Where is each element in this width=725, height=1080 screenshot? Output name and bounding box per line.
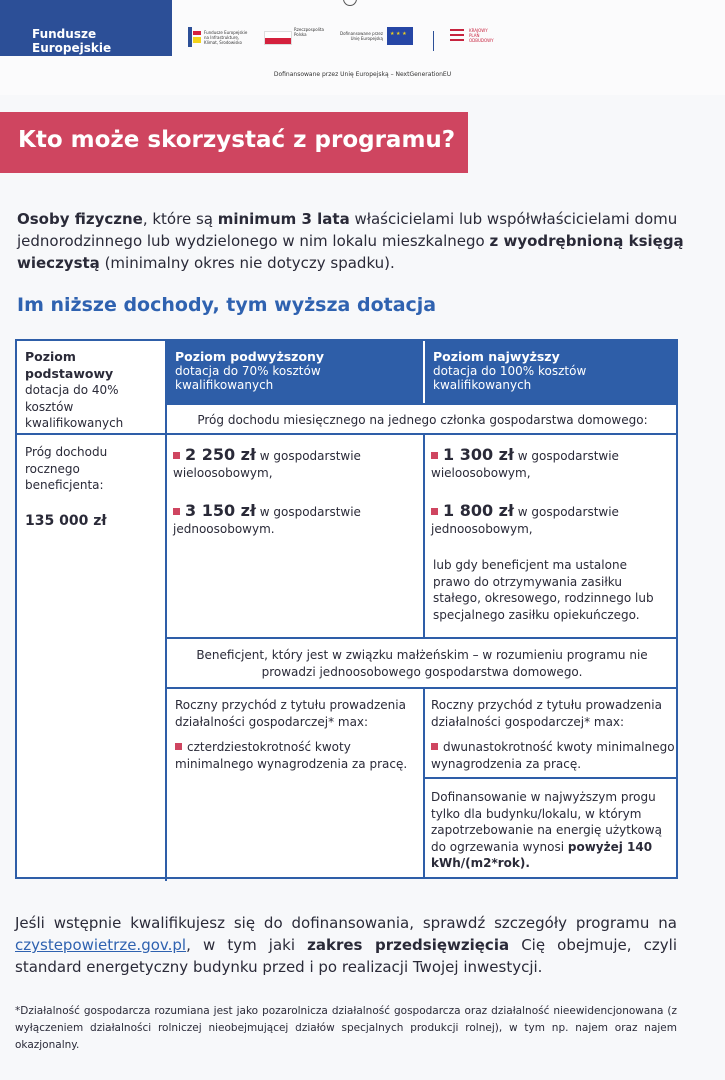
energy-bold: powyżej 140 kWh/(m2*rok). bbox=[431, 839, 653, 870]
col3-subtitle: dotacja do 100% kosztów kwalifikowanych bbox=[433, 364, 587, 392]
partner-logos bbox=[188, 27, 518, 57]
logo-divider bbox=[433, 31, 434, 51]
col3-header bbox=[425, 341, 678, 403]
kpo-logo bbox=[450, 27, 494, 43]
logo4-line1: KRAJOWY bbox=[469, 27, 488, 33]
intro-paragraph bbox=[17, 208, 687, 274]
eu-cofund-logo bbox=[340, 27, 413, 45]
intro-bold-2: minimum 3 lata bbox=[217, 210, 350, 228]
col3-extra-condition: lub gdy beneficjent ma ustalone prawo do otrzymywania zasiłku stałego, okresowego, rodzinnego lub specjalnego zasiłku opiekuńczego. bbox=[433, 558, 654, 622]
footnote: *Działalność gospodarcza rozumiana jest jako pozarolnicza działalność gospodarcza oraz działalność nieewidencjonowana (z wyłączeniem działalności rolniczej nieobejmującej działów specjalnych produkcji rolnej), w tym np. najem oraz najem okazjonalny. bbox=[15, 1005, 677, 1051]
outro-text-2: , w tym jaki bbox=[186, 936, 308, 954]
eu-flag-icon bbox=[387, 27, 413, 45]
col2-threshold-single bbox=[173, 503, 403, 537]
col2-subtitle: dotacja do 70% kosztów kwalifikowanych bbox=[175, 364, 321, 392]
col3-threshold-multi bbox=[431, 447, 653, 481]
col2-business-item bbox=[175, 739, 419, 772]
col3-business-label: Roczny przychód z tytułu prowadzenia działalności gospodarczej* max: bbox=[431, 698, 662, 729]
col3-text-multi: w gospodarstwie wieloosobowym, bbox=[431, 449, 619, 480]
annual-threshold-label: Próg dochodu rocznego beneficjenta: bbox=[25, 445, 108, 492]
col3-business-text: dwunastokrotność kwoty minimalnego wynagrodzenia za pracę. bbox=[431, 740, 675, 771]
logo1-line2: na Infrastrukturę, bbox=[204, 34, 240, 40]
program-website-link[interactable]: czystepowietrze.gov.pl bbox=[15, 936, 187, 954]
page-title: Kto może skorzystać z programu? bbox=[18, 127, 456, 153]
table-divider bbox=[423, 777, 678, 779]
fundusze-europejskie-logo bbox=[0, 0, 172, 56]
bullet-icon bbox=[173, 452, 180, 459]
feniks-logo bbox=[188, 27, 247, 47]
cofunded-note: Dofinansowane przez Unię Europejską – NextGenerationEU bbox=[273, 71, 452, 78]
col1-header bbox=[25, 349, 165, 432]
intro-bold-3: z wyodrębnioną księgą wieczystą bbox=[17, 232, 684, 272]
logo4-line2: PLAN bbox=[469, 32, 480, 38]
col2-amount-multi: 2 250 zł bbox=[185, 445, 256, 464]
bullet-icon bbox=[175, 743, 182, 750]
col3-energy-condition bbox=[431, 789, 667, 872]
col3-title: Poziom najwyższy bbox=[433, 349, 560, 364]
intro-bold-1: Osoby fizyczne bbox=[17, 210, 143, 228]
col2-text-multi: w gospodarstwie wieloosobowym, bbox=[173, 449, 361, 480]
col3-business-item bbox=[431, 739, 675, 772]
bullet-icon bbox=[431, 452, 438, 459]
section-heading: Im niższe dochody, tym wyższa dotacja bbox=[17, 294, 437, 316]
outro-paragraph bbox=[15, 912, 677, 978]
col1-title: Poziom podstawowy bbox=[25, 349, 114, 381]
intro-text-3: (minimalny okres nie dotyczy spadku). bbox=[99, 254, 395, 272]
col2-business-label: Roczny przychód z tytułu prowadzenia działalności gospodarczej* max: bbox=[175, 698, 406, 729]
bullet-icon bbox=[173, 508, 180, 515]
kpo-mark-icon bbox=[450, 27, 466, 43]
table-divider bbox=[167, 637, 678, 639]
bullet-icon bbox=[431, 508, 438, 515]
col2-header bbox=[167, 341, 423, 403]
col3-amount-single: 1 800 zł bbox=[443, 501, 514, 520]
header-bar bbox=[0, 0, 725, 95]
table-divider bbox=[423, 433, 425, 637]
eligibility-table bbox=[15, 339, 678, 879]
col1-subtitle: dotacja do 40% kosztów kwalifikowanych bbox=[25, 383, 124, 430]
logo2-line1: Rzeczpospolita bbox=[294, 27, 324, 32]
table-divider bbox=[17, 433, 678, 435]
married-note: Beneficjent, który jest w związku małżeńskim – w rozumieniu programu nie prowadzi jednoosobowego gospodarstwa domowego. bbox=[196, 648, 648, 679]
brand-label: Fundusze Europejskie bbox=[32, 27, 112, 55]
col2-text-single: w gospodarstwie jednoosobowym. bbox=[173, 505, 361, 536]
col3-threshold-single bbox=[431, 503, 653, 537]
rzeczpospolita-logo bbox=[264, 27, 324, 45]
monthly-threshold-label: Próg dochodu miesięcznego na jednego członka gospodarstwa domowego: bbox=[197, 413, 648, 427]
col2-threshold-multi bbox=[173, 447, 403, 481]
col2-title: Poziom podwyższony bbox=[175, 349, 325, 364]
outro-bold: zakres przedsięwzięcia bbox=[307, 936, 510, 954]
logo4-line3: ODBUDOWY bbox=[469, 37, 494, 43]
col3-amount-multi: 1 300 zł bbox=[443, 445, 514, 464]
fe-star-icon bbox=[188, 27, 202, 47]
binder-hole-icon bbox=[343, 0, 357, 6]
intro-text-1: , które są bbox=[142, 210, 218, 228]
logo1-line1: Fundusze Europejskie bbox=[204, 29, 248, 35]
intro-text-2: właścicielami lub współwłaścicielami domu jednorodzinnego lub wydzielonego w nim lokalu mieszkalnego bbox=[17, 210, 678, 250]
col3-text-single: w gospodarstwie jednoosobowym, bbox=[431, 505, 619, 536]
logo3-line1: Dofinansowane przez bbox=[340, 31, 383, 36]
logo3-line2: Unię Europejską bbox=[350, 36, 383, 41]
col2-business-text: czterdziestokrotność kwoty minimalnego wynagrodzenia za pracę. bbox=[175, 740, 408, 771]
logo2-line2: Polska bbox=[294, 32, 307, 37]
table-divider bbox=[423, 687, 425, 879]
outro-text-3: Cię obejmuje, czyli standard energetyczny budynku przed i po realizacji Twojej inwestycji. bbox=[15, 936, 677, 976]
col2-amount-single: 3 150 zł bbox=[185, 501, 256, 520]
table-divider bbox=[167, 403, 678, 405]
annual-threshold-amount: 135 000 zł bbox=[25, 513, 107, 529]
title-banner bbox=[0, 112, 468, 173]
outro-text-1: Jeśli wstępnie kwalifikujesz się do dofinansowania, sprawdź szczegóły programu na bbox=[15, 914, 677, 932]
logo1-line3: Klimat, Środowisko bbox=[204, 39, 242, 45]
bullet-icon bbox=[431, 743, 438, 750]
energy-text: Dofinansowanie w najwyższym progu tylko dla budynku/lokalu, w którym zapotrzebowanie na energię użytkową do ogrzewania wynosi bbox=[431, 790, 662, 854]
table-divider bbox=[167, 687, 678, 689]
polish-flag-icon bbox=[264, 31, 292, 45]
